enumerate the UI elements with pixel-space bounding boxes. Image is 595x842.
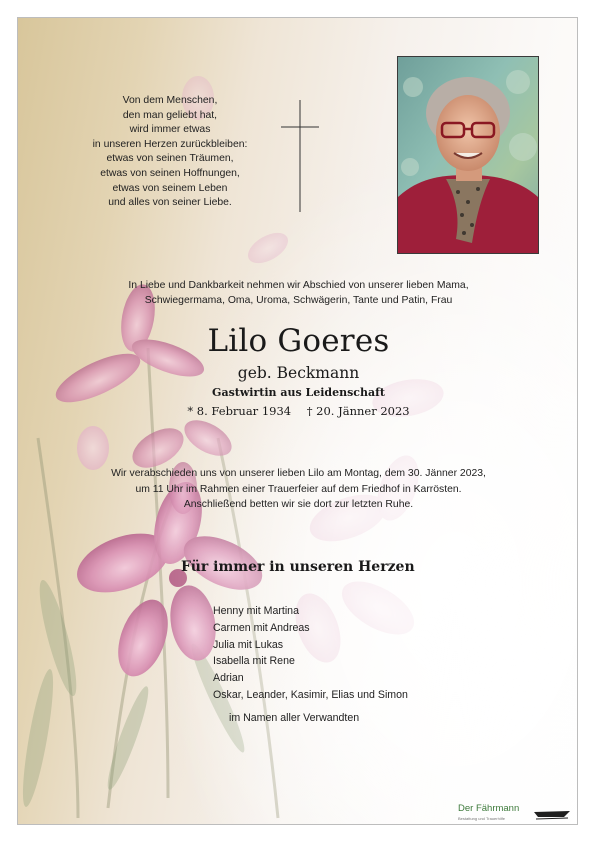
occupation: Gastwirtin aus Leidenschaft [212,386,385,399]
funeral-line: um 11 Uhr im Rahmen einer Trauerfeier auf dem Friedhof in Karrösten. [135,483,462,495]
intro-line: Schwiegermama, Oma, Uroma, Schwägerin, Tante und Patin, Frau [144,295,453,306]
boat-icon [534,808,570,820]
birth-date: * 8. Februar 1934 [187,404,292,418]
deceased-name: Lilo Goeres [207,323,390,359]
logo-name: Der Fährmann [458,803,520,814]
intro-text [18,278,578,308]
obituary-card [17,17,578,825]
poem-line: wird immer etwas [129,124,211,136]
memorial-heading: Für immer in unseren Herzen [181,559,415,575]
funeral-info [18,466,578,513]
funeral-home-logo [458,803,570,825]
poem-line: und alles von seiner Liebe. [108,197,232,209]
birth-name: geb. Beckmann [237,364,360,382]
relatives-note: im Namen aller Verwandten [229,712,360,724]
portrait-photo [397,56,539,254]
poem-line: Von dem Menschen, [122,95,218,106]
logo-tagline: Bestattung und Trauerhilfe [458,816,505,821]
mourner-item: Adrian [213,672,244,685]
life-dates [18,404,578,418]
poem-line: etwas von seinen Träumen, [106,153,234,165]
poem-line: den man geliebt hat, [122,109,218,121]
poem-line: etwas von seinen Hoffnungen, [100,167,240,179]
death-date: † 20. Jänner 2023 [306,404,410,418]
funeral-line: Wir verabschieden uns von unserer lieben Lilo am Montag, dem 30. Jänner 2023, [111,468,486,479]
funeral-line: Anschließend betten wir sie dort zur letzten Ruhe. [183,499,414,510]
mourner-item: Henny mit Martina [213,605,299,617]
poem [48,94,292,211]
poem-line: in unseren Herzen zurückbleiben: [92,138,248,150]
mourner-item: Oskar, Leander, Kasimir, Elias und Simon [213,688,408,701]
mourners-list [213,603,408,704]
poem-line: etwas von seinem Leben [112,182,228,194]
cross-icon [281,100,319,212]
mourner-item: Isabella mit Rene [213,655,295,668]
mourner-item: Julia mit Lukas [213,638,284,651]
mourner-item: Carmen mit Andreas [213,621,310,634]
intro-line: In Liebe und Dankbarkeit nehmen wir Abschied von unserer lieben Mama, [128,280,469,291]
